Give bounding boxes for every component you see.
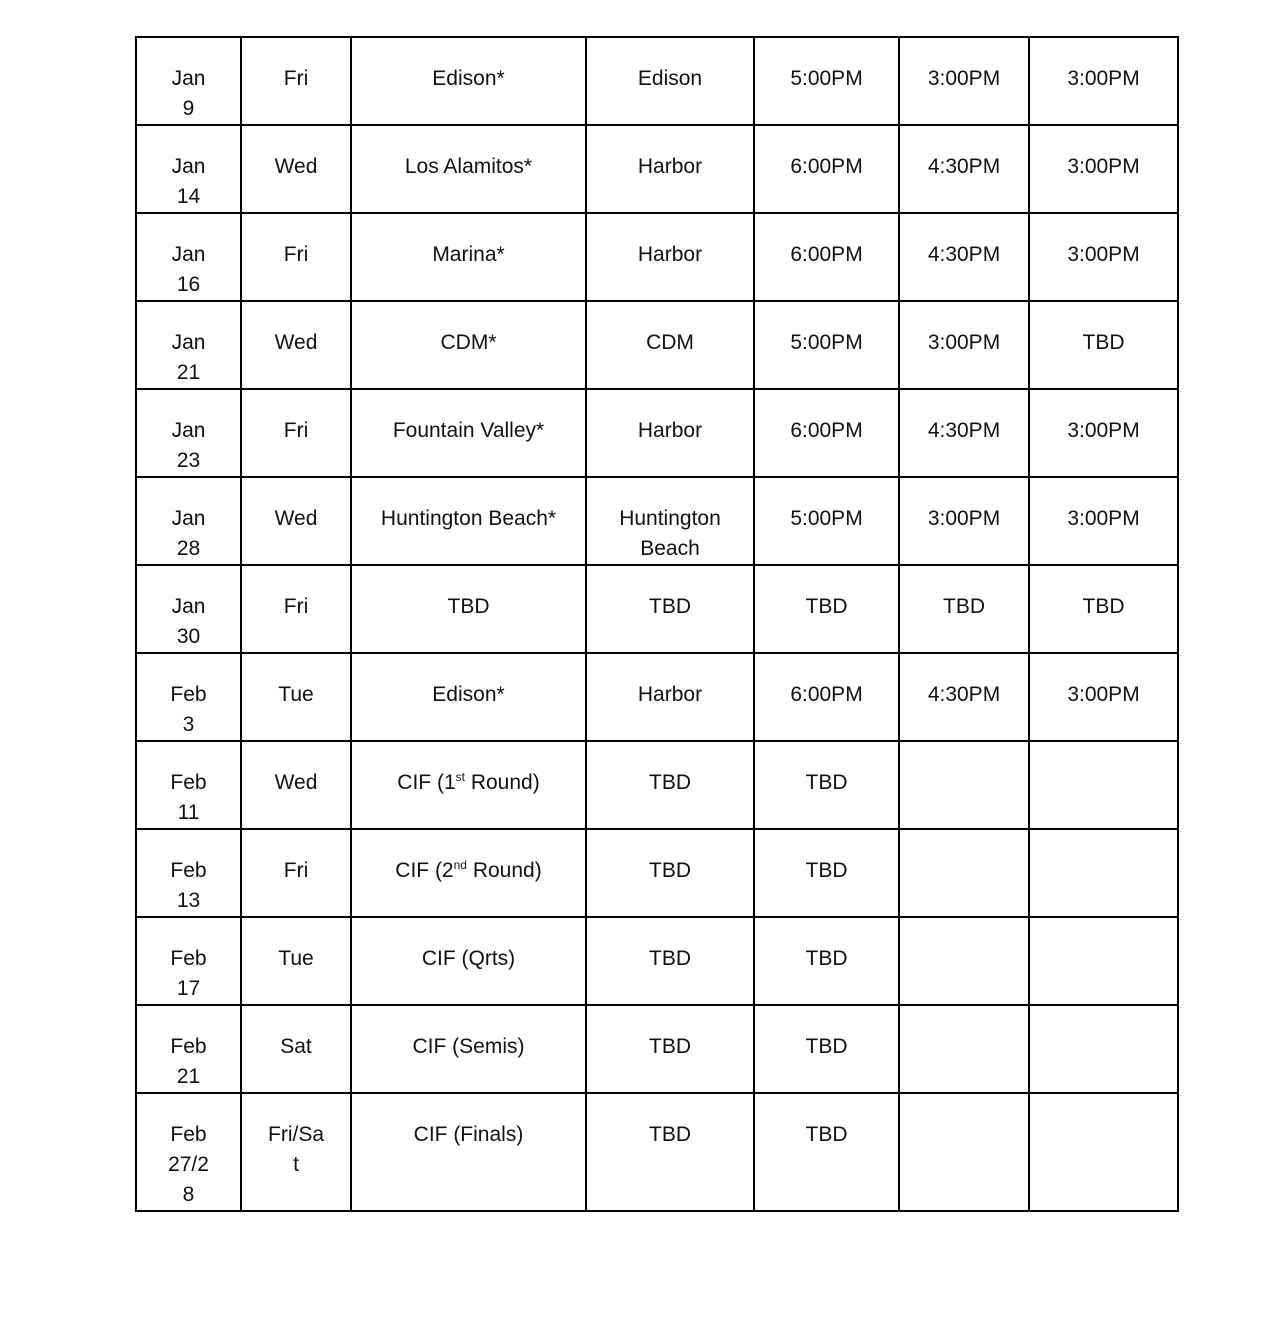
location-cell: CDM — [586, 301, 754, 389]
opponent-cell: CIF (Semis) — [351, 1005, 586, 1093]
date-cell: Feb 3 — [136, 653, 241, 741]
time-cell — [899, 741, 1029, 829]
time-cell: 3:00PM — [1029, 389, 1178, 477]
time-cell — [899, 1005, 1029, 1093]
location-cell: Huntington Beach — [586, 477, 754, 565]
location-cell: Edison — [586, 37, 754, 125]
time-cell: TBD — [754, 1093, 899, 1211]
time-cell — [1029, 829, 1178, 917]
time-cell: 4:30PM — [899, 653, 1029, 741]
time-cell: 6:00PM — [754, 653, 899, 741]
day-cell: Wed — [241, 477, 351, 565]
day-cell: Fri — [241, 829, 351, 917]
time-cell — [1029, 741, 1178, 829]
table-row — [136, 741, 1178, 829]
location-cell: Harbor — [586, 653, 754, 741]
time-cell: 5:00PM — [754, 37, 899, 125]
time-cell: TBD — [1029, 565, 1178, 653]
location-cell: TBD — [586, 829, 754, 917]
time-cell: 3:00PM — [1029, 213, 1178, 301]
time-cell: 3:00PM — [899, 37, 1029, 125]
table-row — [136, 565, 1178, 653]
table-row — [136, 301, 1178, 389]
date-cell: Jan 23 — [136, 389, 241, 477]
opponent-cell: Marina* — [351, 213, 586, 301]
table-row — [136, 37, 1178, 125]
time-cell: TBD — [754, 1005, 899, 1093]
day-cell: Fri/Sat — [241, 1093, 351, 1211]
opponent-cell — [351, 829, 586, 917]
location-cell: Harbor — [586, 213, 754, 301]
time-cell: 4:30PM — [899, 213, 1029, 301]
day-cell: Wed — [241, 301, 351, 389]
date-cell: Feb 21 — [136, 1005, 241, 1093]
date-cell: Jan 21 — [136, 301, 241, 389]
time-cell: 3:00PM — [1029, 477, 1178, 565]
time-cell: 4:30PM — [899, 389, 1029, 477]
location-cell: TBD — [586, 741, 754, 829]
day-cell: Sat — [241, 1005, 351, 1093]
table-row — [136, 917, 1178, 1005]
date-cell: Jan 14 — [136, 125, 241, 213]
time-cell: 3:00PM — [899, 477, 1029, 565]
opponent-cell: Edison* — [351, 653, 586, 741]
time-cell: TBD — [1029, 301, 1178, 389]
opponent-cell: Edison* — [351, 37, 586, 125]
opponent-text: Round) — [466, 859, 542, 882]
time-cell — [899, 829, 1029, 917]
schedule-table — [135, 36, 1179, 1212]
table-row — [136, 1093, 1178, 1211]
day-cell: Fri — [241, 565, 351, 653]
time-cell: 3:00PM — [899, 301, 1029, 389]
time-cell: 6:00PM — [754, 213, 899, 301]
time-cell: TBD — [899, 565, 1029, 653]
location-cell: TBD — [586, 565, 754, 653]
time-cell: 4:30PM — [899, 125, 1029, 213]
table-row — [136, 1005, 1178, 1093]
location-cell: TBD — [586, 1093, 754, 1211]
opponent-cell: Huntington Beach* — [351, 477, 586, 565]
day-cell: Wed — [241, 741, 351, 829]
day-cell: Tue — [241, 653, 351, 741]
opponent-text: CIF (1 — [397, 771, 456, 794]
time-cell: 3:00PM — [1029, 125, 1178, 213]
table-row — [136, 653, 1178, 741]
date-cell: Jan 9 — [136, 37, 241, 125]
ordinal-suffix: nd — [453, 858, 467, 872]
time-cell: 3:00PM — [1029, 37, 1178, 125]
location-cell: Harbor — [586, 389, 754, 477]
opponent-cell: CIF (Qrts) — [351, 917, 586, 1005]
time-cell: TBD — [754, 829, 899, 917]
day-cell: Fri — [241, 389, 351, 477]
date-cell: Jan 30 — [136, 565, 241, 653]
date-cell: Jan 16 — [136, 213, 241, 301]
day-cell: Fri — [241, 213, 351, 301]
day-cell: Fri — [241, 37, 351, 125]
time-cell: TBD — [754, 741, 899, 829]
time-cell — [1029, 1093, 1178, 1211]
date-cell: Jan 28 — [136, 477, 241, 565]
table-row — [136, 125, 1178, 213]
table-row — [136, 829, 1178, 917]
time-cell: 6:00PM — [754, 125, 899, 213]
location-cell: TBD — [586, 917, 754, 1005]
opponent-text: CIF (2 — [395, 859, 454, 882]
opponent-cell: CIF (Finals) — [351, 1093, 586, 1211]
opponent-cell: Fountain Valley* — [351, 389, 586, 477]
time-cell: 6:00PM — [754, 389, 899, 477]
time-cell: TBD — [754, 917, 899, 1005]
time-cell — [1029, 1005, 1178, 1093]
location-cell: TBD — [586, 1005, 754, 1093]
time-cell — [899, 917, 1029, 1005]
table-row — [136, 477, 1178, 565]
opponent-cell: TBD — [351, 565, 586, 653]
day-cell: Tue — [241, 917, 351, 1005]
time-cell — [1029, 917, 1178, 1005]
date-cell: Feb 17 — [136, 917, 241, 1005]
date-cell: Feb 11 — [136, 741, 241, 829]
time-cell — [899, 1093, 1029, 1211]
time-cell: 5:00PM — [754, 477, 899, 565]
time-cell: TBD — [754, 565, 899, 653]
opponent-cell: CDM* — [351, 301, 586, 389]
opponent-text: Round) — [464, 771, 540, 794]
ordinal-suffix: st — [455, 770, 465, 784]
location-cell: Harbor — [586, 125, 754, 213]
table-row — [136, 213, 1178, 301]
time-cell: 3:00PM — [1029, 653, 1178, 741]
day-cell: Wed — [241, 125, 351, 213]
table-row — [136, 389, 1178, 477]
date-cell: Feb 27/28 — [136, 1093, 241, 1211]
opponent-cell — [351, 741, 586, 829]
time-cell: 5:00PM — [754, 301, 899, 389]
date-cell: Feb 13 — [136, 829, 241, 917]
opponent-cell: Los Alamitos* — [351, 125, 586, 213]
